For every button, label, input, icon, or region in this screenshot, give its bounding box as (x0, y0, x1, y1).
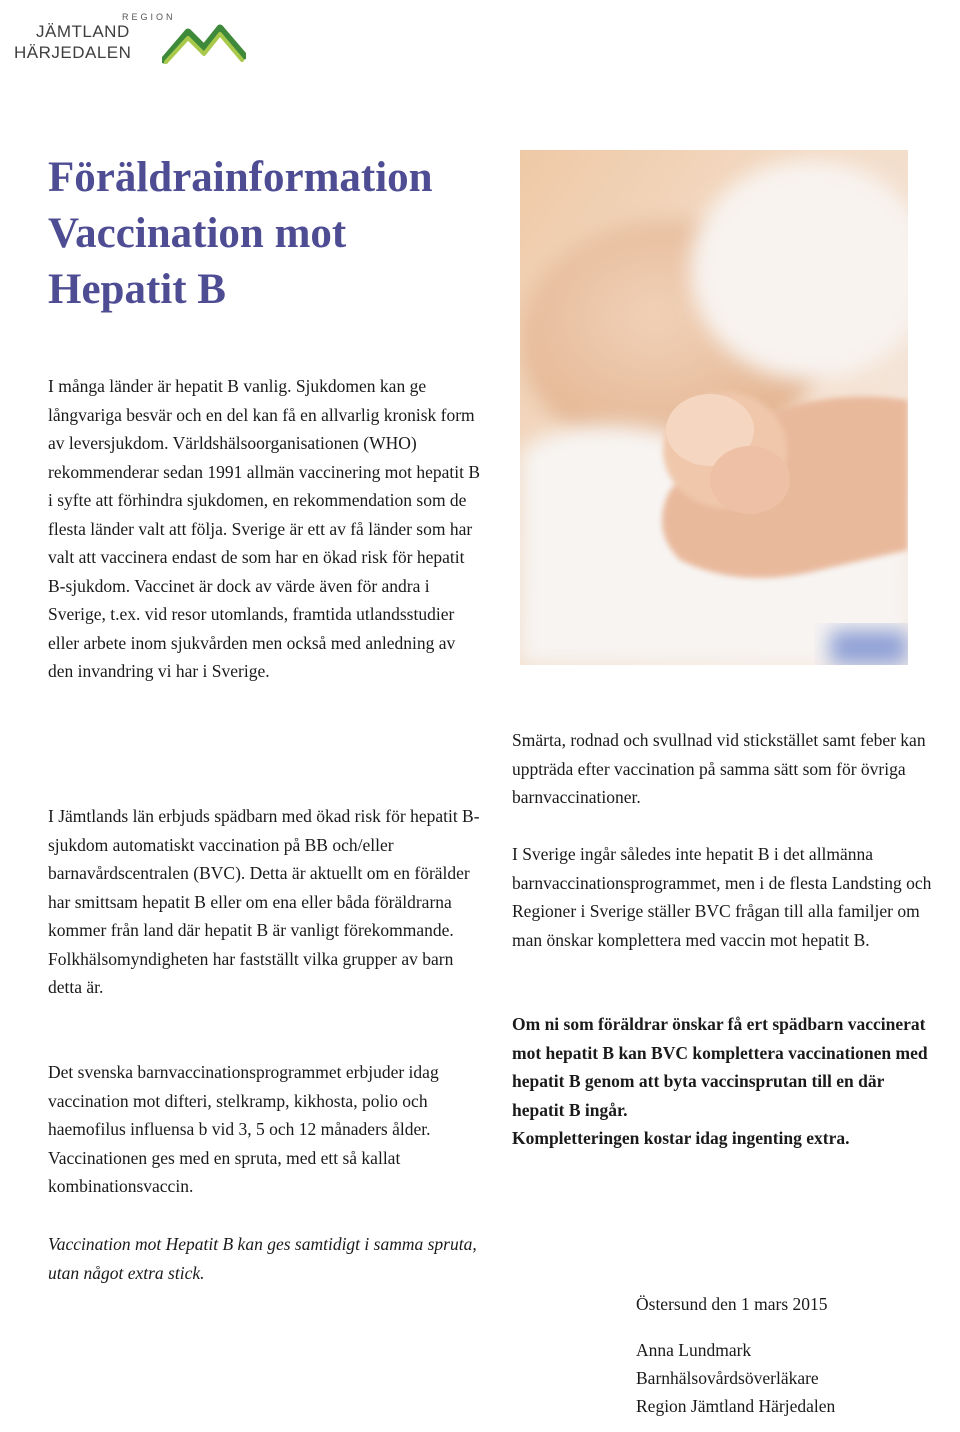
signature-block (636, 1290, 936, 1420)
region-logo (14, 12, 246, 70)
parents-request-text: Om ni som föräldrar önskar få ert spädbarn vaccinerat mot hepatit B kan BVC komplettera vaccinationen med hepatit B genom att byta vaccinsprutan till en där hepatit B ingår. (512, 1014, 928, 1120)
cost-text: Kompletteringen kostar idag ingenting extra. (512, 1128, 850, 1148)
mountain-logo-icon (162, 16, 246, 66)
title-line-3: Hepatit B (48, 266, 226, 313)
signature-org: Region Jämtland Härjedalen (636, 1396, 836, 1416)
title-line-1: Föräldrainformation (48, 154, 433, 201)
paragraph-vaccination-program: Det svenska barnvaccinationsprogrammet erbjuder idag vaccination mot difteri, stelkramp, kikhosta, polio och haemofilus influensa b vid 3, 5 och 12 månaders ålder. Vaccinationen ges med en spruta, med ett så kallat kombinationsvaccin. (48, 1062, 439, 1196)
title-line-2: Vaccination mot (48, 210, 347, 257)
signature-date: Östersund den 1 mars 2015 (636, 1294, 828, 1314)
baby-hand-illustration (520, 150, 908, 665)
logo-line-1: JÄMTLAND (36, 22, 130, 41)
baby-hand-photo (520, 150, 908, 665)
signature-title: Barnhälsovårdsöverläkare (636, 1368, 819, 1388)
signature-name: Anna Lundmark (636, 1340, 752, 1360)
paragraph-jamtland-offer: I Jämtlands län erbjuds spädbarn med ökad risk för hepatit B-sjukdom automatiskt vaccination på BB och/eller barnavårdscentralen (BVC). Detta är aktuellt om en förälder har smittsam hepatit B eller om ena eller båda föräldrarna kommer från land där hepatit B är vanligt förekommande. Folkhälsomyndigheten har fastställt vilka grupper av barn detta är. (48, 806, 480, 997)
paragraph-hepatitis-intro: I många länder är hepatit B vanlig. Sjukdomen kan ge långvariga besvär och en del kan få en allvarlig kronisk form av leversjukdom. Världshälsoorganisationen (WHO) rekommenderar sedan 1991 allmän vaccinering mot hepatit B i syfte att förhindra sjukdomen, en rekommendation som de flesta länder valt att följa. Sverige är ett av få länder som har valt att vaccinera endast de som har en ökad risk för hepatit B-sjukdom. Vaccinet är dock av värde även för andra i Sverige, t.ex. vid resor utomlands, framtida utlandsstudier eller arbete inom sjukvården men också med anledning av den invandring vi har i Sverige. (48, 376, 481, 681)
paragraph-same-syringe: Vaccination mot Hepatit B kan ges samtidigt i samma spruta, utan något extra stick. (48, 1234, 477, 1283)
paragraph-side-effects: Smärta, rodnad och svullnad vid stickstället samt feber kan uppträda efter vaccination på samma sätt som för övriga barnvaccinationer. (512, 730, 926, 807)
logo-region-text: REGION (122, 12, 176, 22)
paragraph-bvc-question: I Sverige ingår således inte hepatit B i det allmänna barnvaccinationsprogrammet, men i de flesta Landsting och Regioner i Sverige ställer BVC frågan till alla familjer om man önskar komplettera med vaccin mot hepatit B. (512, 844, 932, 950)
paragraph-parents-request (512, 1010, 932, 1153)
page-title (48, 150, 508, 318)
logo-line-2: HÄRJEDALEN (14, 43, 132, 62)
